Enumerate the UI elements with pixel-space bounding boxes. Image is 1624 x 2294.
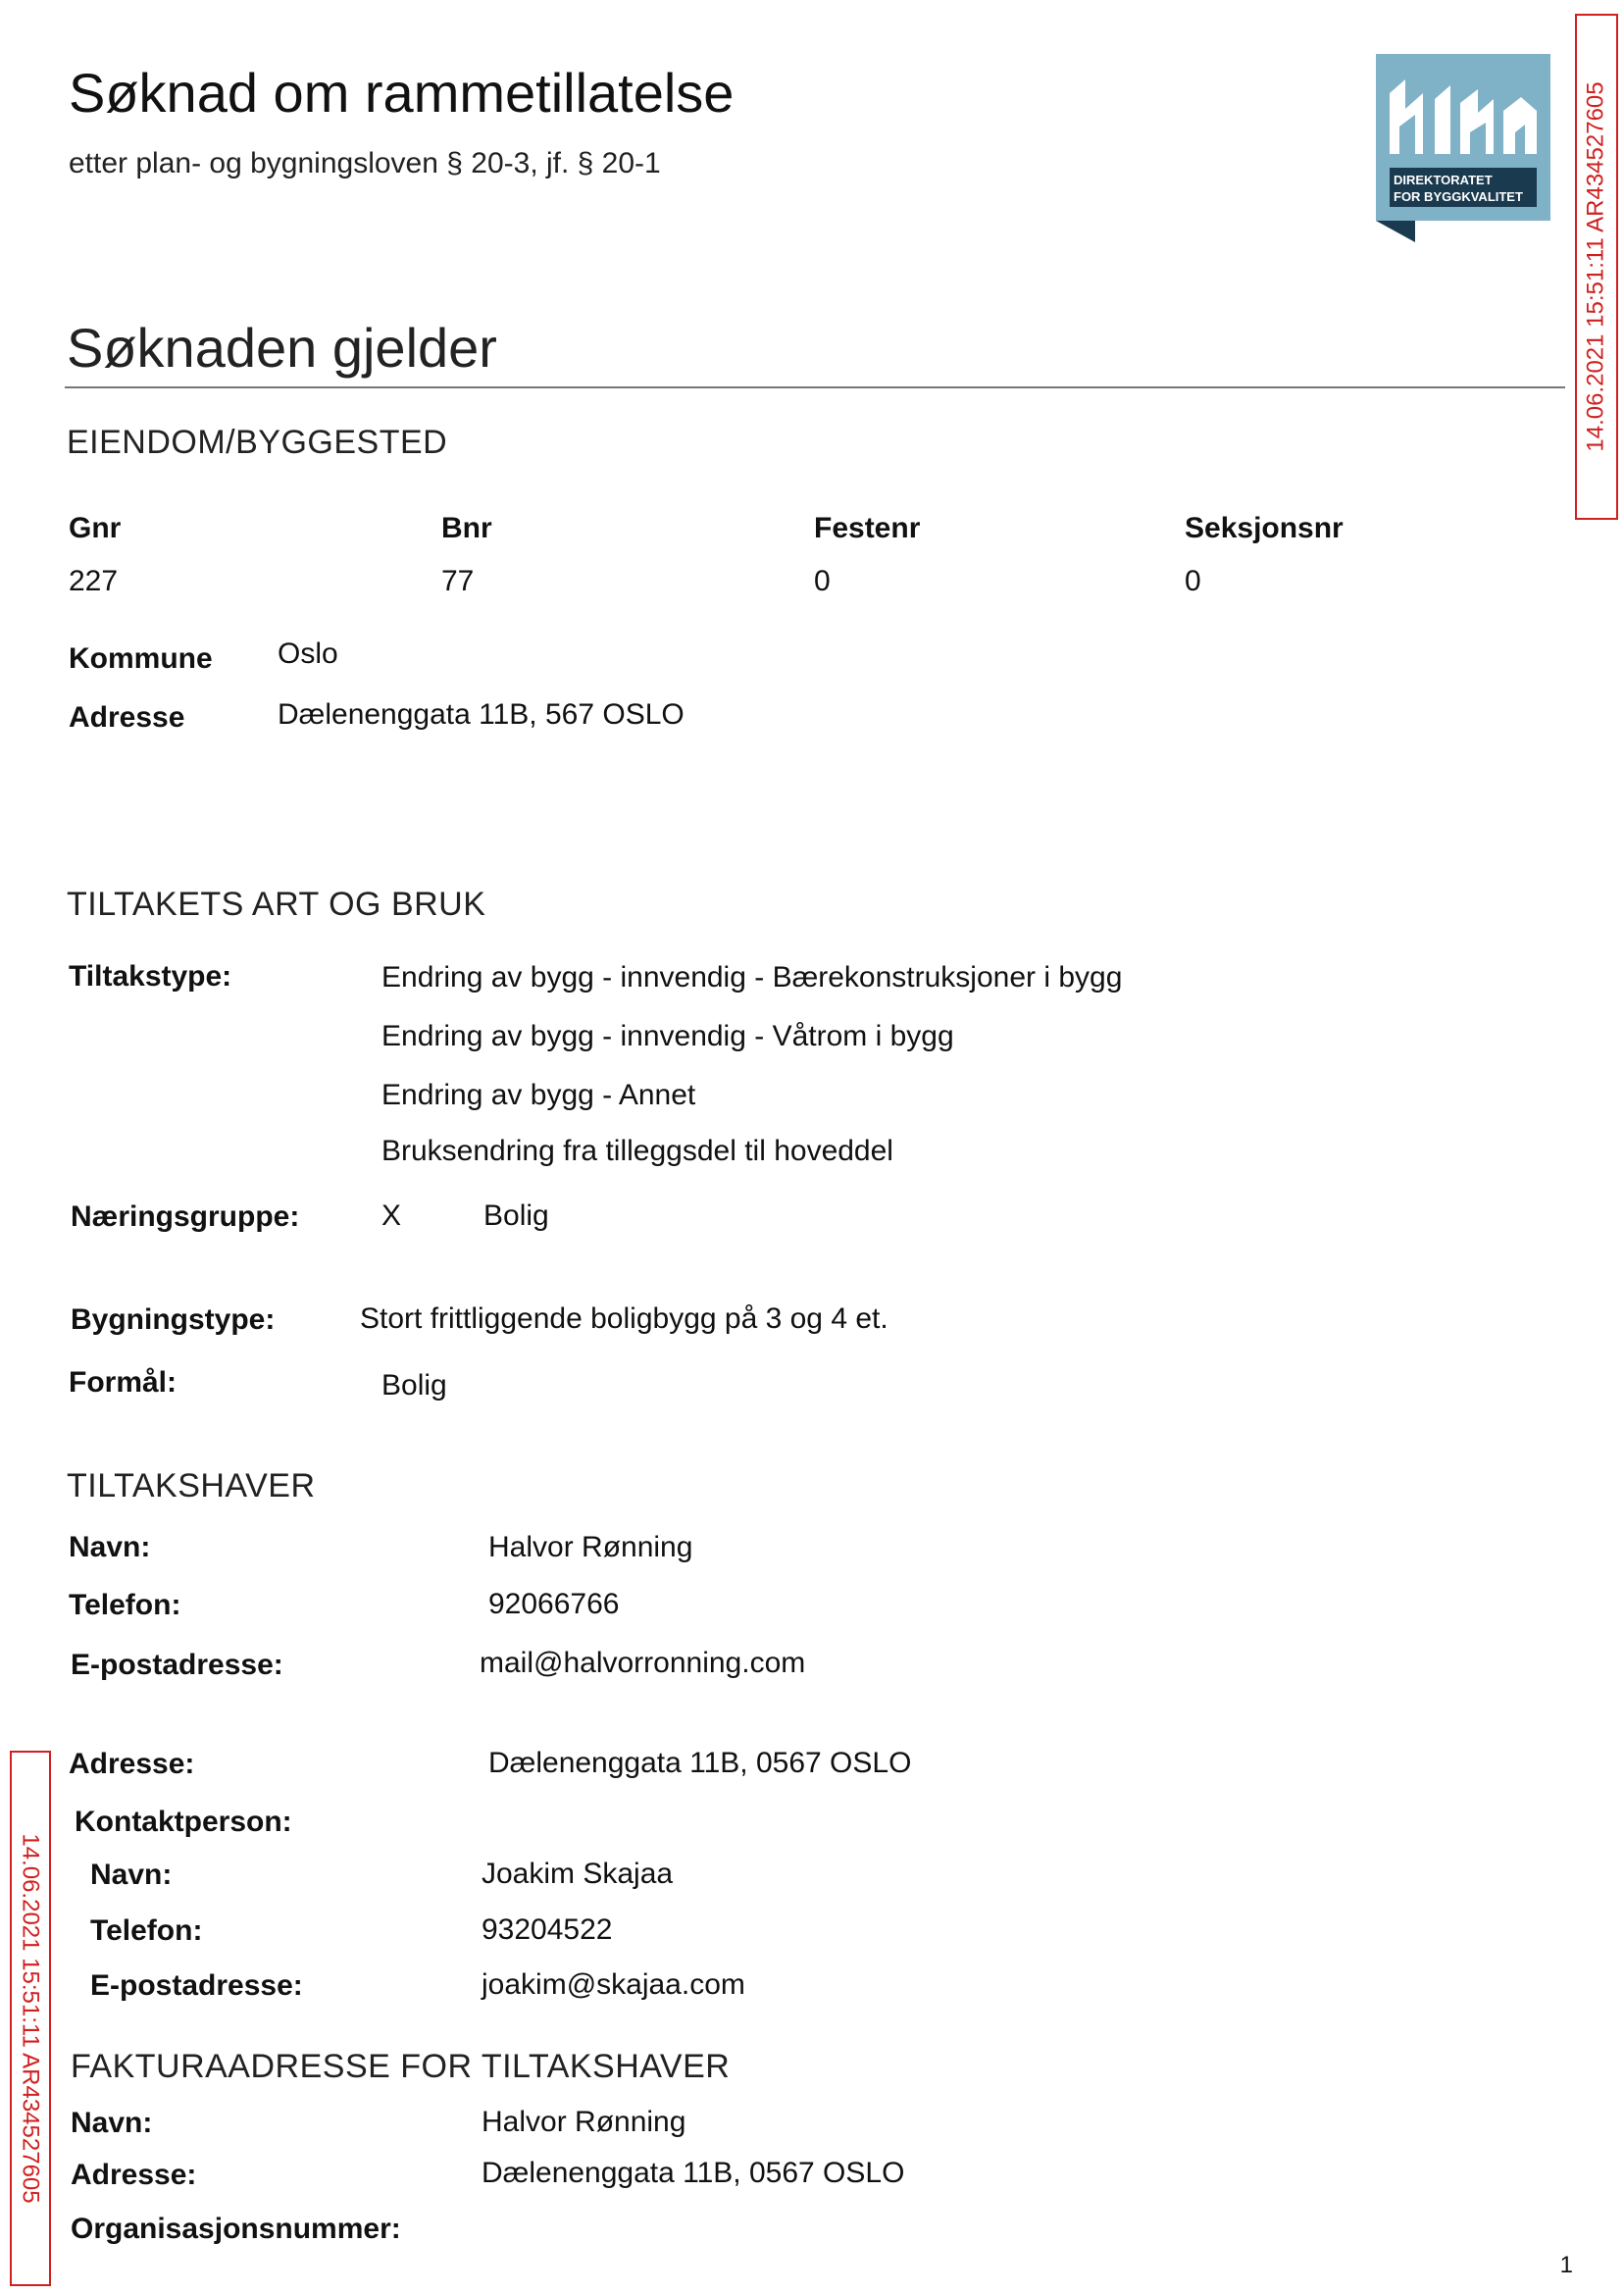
bygningstype-value: Stort frittliggende boligbygg på 3 og 4 et.: [360, 1302, 888, 1335]
bnr-value: 77: [441, 565, 475, 597]
tiltakshaver-navn-label: Navn:: [69, 1531, 151, 1563]
kontakt-telefon-label: Telefon:: [90, 1914, 203, 1947]
kontakt-navn-label: Navn:: [90, 1859, 173, 1891]
kontakt-navn-value: Joakim Skajaa: [482, 1858, 674, 1890]
kontakt-epost-label: E-postadresse:: [90, 1969, 303, 2002]
faktura-adresse-label: Adresse:: [71, 2159, 197, 2191]
section-heading: Søknaden gjelder: [67, 317, 497, 379]
tiltakshaver-telefon-label: Telefon:: [69, 1589, 181, 1621]
tiltakstype-label: Tiltakstype:: [69, 960, 232, 993]
seksjonsnr-value: 0: [1185, 565, 1201, 597]
festenr-value: 0: [814, 565, 831, 597]
document-title: Søknad om rammetillatelse: [69, 62, 735, 124]
tiltakstype-item: Bruksendring fra tilleggsdel til hoveddel: [381, 1135, 893, 1167]
dibk-logo: [1376, 54, 1550, 242]
svg-text:DIREKTORATET: DIREKTORATET: [1394, 173, 1493, 187]
tiltakshaver-epost-label: E-postadresse:: [71, 1649, 283, 1681]
date-stamp-text: 14.06.2021 15:51:11 AR434527605: [18, 1833, 44, 2204]
tiltakstype-item: Endring av bygg - innvendig - Våtrom i bygg: [381, 1020, 954, 1052]
eiendom-section-title: EIENDOM/BYGGESTED: [67, 424, 448, 461]
formal-label: Formål:: [69, 1366, 178, 1399]
tiltakshaver-adresse-label: Adresse:: [69, 1748, 195, 1780]
festenr-header: Festenr: [814, 512, 921, 544]
tiltakstype-item: Endring av bygg - Annet: [381, 1079, 696, 1111]
page-number: 1: [1559, 2252, 1573, 2278]
kontakt-epost-value: joakim@skajaa.com: [482, 1968, 745, 2001]
bnr-header: Bnr: [441, 512, 492, 544]
tiltakshaver-section-title: TILTAKSHAVER: [67, 1467, 316, 1504]
tiltak-section-title: TILTAKETS ART OG BRUK: [67, 886, 486, 923]
formal-value: Bolig: [381, 1369, 447, 1402]
date-stamp-top: [1575, 14, 1618, 520]
naeringsgruppe-code: X: [381, 1199, 402, 1232]
kontaktperson-label: Kontaktperson:: [75, 1806, 292, 1838]
faktura-adresse-value: Dælenenggata 11B, 0567 OSLO: [482, 2157, 905, 2189]
kontakt-telefon-value: 93204522: [482, 1913, 613, 1946]
tiltakshaver-navn-value: Halvor Rønning: [488, 1531, 693, 1563]
date-stamp-text: 14.06.2021 15:51:11 AR434527605: [1583, 81, 1609, 452]
naeringsgruppe-label: Næringsgruppe:: [71, 1200, 300, 1233]
tiltakshaver-telefon-value: 92066766: [488, 1588, 620, 1620]
date-stamp-bottom: [10, 1751, 51, 2286]
kommune-label: Kommune: [69, 642, 213, 675]
orgnr-label: Organisasjonsnummer:: [71, 2213, 401, 2245]
tiltakshaver-adresse-value: Dælenenggata 11B, 0567 OSLO: [488, 1747, 912, 1779]
svg-text:FOR BYGGKVALITET: FOR BYGGKVALITET: [1394, 189, 1523, 204]
faktura-navn-label: Navn:: [71, 2107, 153, 2139]
adresse-label: Adresse: [69, 701, 185, 734]
seksjonsnr-header: Seksjonsnr: [1185, 512, 1344, 544]
tiltakshaver-epost-value: mail@halvorronning.com: [480, 1647, 806, 1679]
bygningstype-label: Bygningstype:: [71, 1303, 276, 1336]
faktura-section-title: FAKTURAADRESSE FOR TILTAKSHAVER: [71, 2048, 731, 2085]
adresse-value: Dælenenggata 11B, 567 OSLO: [278, 698, 685, 731]
document-subtitle: etter plan- og bygningsloven § 20-3, jf. § 20-1: [69, 147, 661, 179]
gnr-value: 227: [69, 565, 119, 597]
kommune-value: Oslo: [278, 637, 338, 670]
heading-divider: [65, 386, 1565, 388]
faktura-navn-value: Halvor Rønning: [482, 2106, 686, 2138]
tiltakstype-item: Endring av bygg - innvendig - Bærekonstruksjoner i bygg: [381, 961, 1123, 994]
gnr-header: Gnr: [69, 512, 122, 544]
naeringsgruppe-value: Bolig: [483, 1199, 549, 1232]
